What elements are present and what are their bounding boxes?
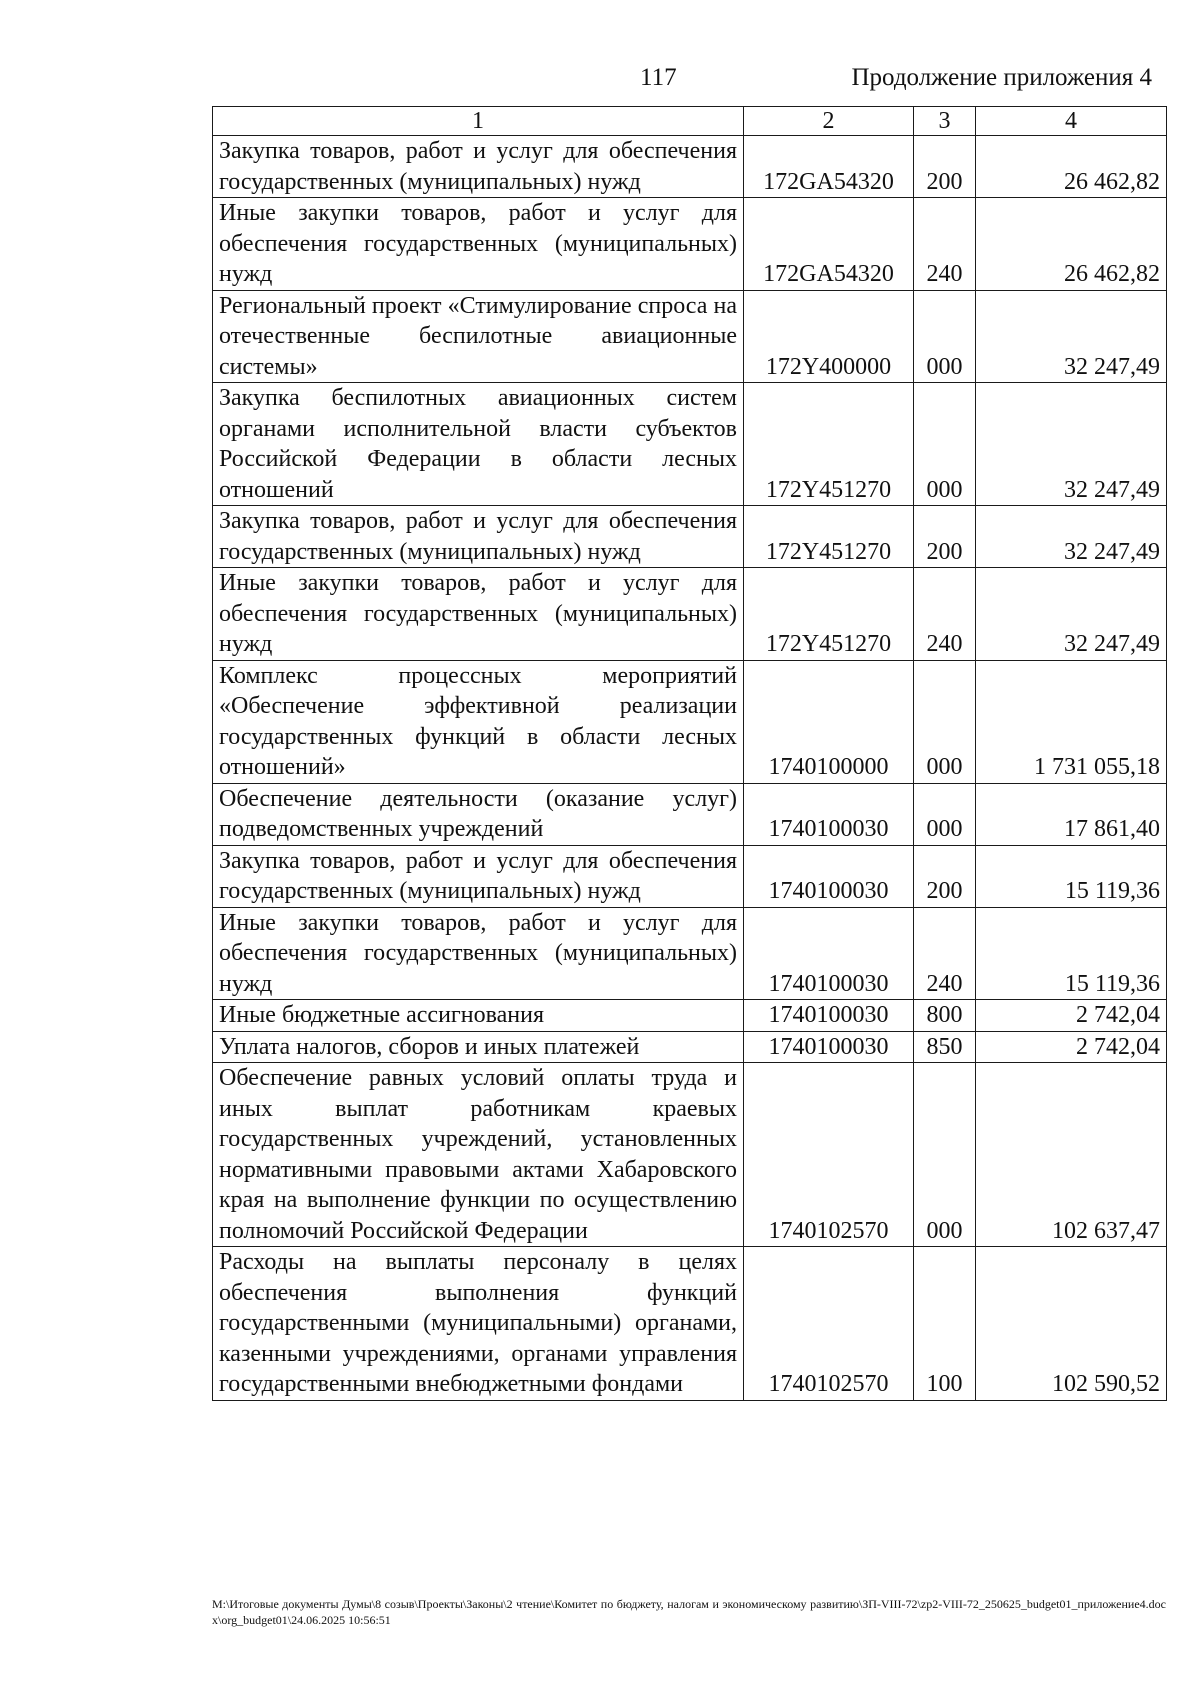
row-code: 1740100030 bbox=[744, 1000, 914, 1032]
row-amount: 102 637,47 bbox=[976, 1063, 1167, 1247]
row-expense-type: 000 bbox=[914, 383, 976, 506]
row-amount: 17 861,40 bbox=[976, 783, 1167, 845]
row-expense-type: 240 bbox=[914, 568, 976, 661]
row-code: 172GA54320 bbox=[744, 198, 914, 291]
row-expense-type: 800 bbox=[914, 1000, 976, 1032]
row-expense-type: 000 bbox=[914, 290, 976, 383]
table-row bbox=[213, 1000, 1167, 1032]
page-number: 117 bbox=[640, 64, 677, 91]
table-row bbox=[213, 783, 1167, 845]
row-name: Закупка товаров, работ и услуг для обеспечения государственных (муниципальных) нужд bbox=[213, 136, 744, 198]
row-expense-type: 100 bbox=[914, 1247, 976, 1401]
table-row bbox=[213, 1063, 1167, 1247]
row-expense-type: 200 bbox=[914, 136, 976, 198]
table-row bbox=[213, 198, 1167, 291]
row-amount: 2 742,04 bbox=[976, 1000, 1167, 1032]
row-amount: 15 119,36 bbox=[976, 907, 1167, 1000]
row-code: 1740100000 bbox=[744, 660, 914, 783]
row-code: 1740100030 bbox=[744, 907, 914, 1000]
row-name: Уплата налогов, сборов и иных платежей bbox=[213, 1031, 744, 1063]
row-amount: 32 247,49 bbox=[976, 506, 1167, 568]
row-expense-type: 000 bbox=[914, 660, 976, 783]
row-name: Закупка беспилотных авиационных систем органами исполнительной власти субъектов Российской Федерации в области лесных отношений bbox=[213, 383, 744, 506]
table-row bbox=[213, 845, 1167, 907]
row-name: Обеспечение деятельности (оказание услуг) подведомственных учреждений bbox=[213, 783, 744, 845]
table-header-row bbox=[213, 107, 1167, 136]
continuation-label: Продолжение приложения 4 bbox=[851, 64, 1152, 91]
row-amount: 26 462,82 bbox=[976, 198, 1167, 291]
row-name: Иные закупки товаров, работ и услуг для обеспечения государственных (муниципальных) нужд bbox=[213, 568, 744, 661]
row-expense-type: 240 bbox=[914, 198, 976, 291]
row-name: Обеспечение равных условий оплаты труда и иных выплат работникам краевых государственных учреждений, установленных нормативными правовыми актами Хабаровского края на выполнение функции по осуществлению полномочий Российской Федерации bbox=[213, 1063, 744, 1247]
document-file-path: M:\Итоговые документы Думы\8 созыв\Проекты\Законы\2 чтение\Комитет по бюджету, налогам и экономическому развитию\ЗП-VIII-72\zp2-VIII-72_250625_budget01_приложение4.docx\org_budget01\24.06.2025 10:56:51 bbox=[212, 1597, 1166, 1627]
table-row bbox=[213, 383, 1167, 506]
row-expense-type: 240 bbox=[914, 907, 976, 1000]
row-amount: 32 247,49 bbox=[976, 383, 1167, 506]
table-row bbox=[213, 136, 1167, 198]
row-code: 172Y400000 bbox=[744, 290, 914, 383]
table-row bbox=[213, 907, 1167, 1000]
row-expense-type: 000 bbox=[914, 1063, 976, 1247]
column-header-3: 3 bbox=[914, 107, 976, 136]
table-row bbox=[213, 290, 1167, 383]
row-code: 1740102570 bbox=[744, 1063, 914, 1247]
row-code: 1740102570 bbox=[744, 1247, 914, 1401]
row-amount: 32 247,49 bbox=[976, 568, 1167, 661]
row-code: 172Y451270 bbox=[744, 383, 914, 506]
row-name: Иные закупки товаров, работ и услуг для обеспечения государственных (муниципальных) нужд bbox=[213, 198, 744, 291]
table-row bbox=[213, 506, 1167, 568]
row-code: 172GA54320 bbox=[744, 136, 914, 198]
column-header-4: 4 bbox=[976, 107, 1167, 136]
row-name: Расходы на выплаты персоналу в целях обеспечения выполнения функций государственными (муниципальными) органами, казенными учреждениями, органами управления государственными внебюджетными фондами bbox=[213, 1247, 744, 1401]
row-code: 1740100030 bbox=[744, 845, 914, 907]
row-amount: 1 731 055,18 bbox=[976, 660, 1167, 783]
row-expense-type: 850 bbox=[914, 1031, 976, 1063]
row-name: Региональный проект «Стимулирование спроса на отечественные беспилотные авиационные системы» bbox=[213, 290, 744, 383]
row-name: Закупка товаров, работ и услуг для обеспечения государственных (муниципальных) нужд bbox=[213, 506, 744, 568]
row-expense-type: 000 bbox=[914, 783, 976, 845]
table-row bbox=[213, 660, 1167, 783]
row-amount: 2 742,04 bbox=[976, 1031, 1167, 1063]
row-name: Иные закупки товаров, работ и услуг для обеспечения государственных (муниципальных) нужд bbox=[213, 907, 744, 1000]
table-row bbox=[213, 1247, 1167, 1401]
row-amount: 102 590,52 bbox=[976, 1247, 1167, 1401]
row-expense-type: 200 bbox=[914, 506, 976, 568]
row-name: Комплекс процессных мероприятий «Обеспечение эффективной реализации государственных функций в области лесных отношений» bbox=[213, 660, 744, 783]
column-header-2: 2 bbox=[744, 107, 914, 136]
row-amount: 26 462,82 bbox=[976, 136, 1167, 198]
row-name: Закупка товаров, работ и услуг для обеспечения государственных (муниципальных) нужд bbox=[213, 845, 744, 907]
column-header-1: 1 bbox=[213, 107, 744, 136]
row-code: 172Y451270 bbox=[744, 506, 914, 568]
table-row bbox=[213, 568, 1167, 661]
budget-table bbox=[212, 106, 1167, 1401]
row-expense-type: 200 bbox=[914, 845, 976, 907]
row-code: 1740100030 bbox=[744, 783, 914, 845]
row-code: 172Y451270 bbox=[744, 568, 914, 661]
table-row bbox=[213, 1031, 1167, 1063]
row-amount: 15 119,36 bbox=[976, 845, 1167, 907]
row-code: 1740100030 bbox=[744, 1031, 914, 1063]
row-amount: 32 247,49 bbox=[976, 290, 1167, 383]
row-name: Иные бюджетные ассигнования bbox=[213, 1000, 744, 1032]
